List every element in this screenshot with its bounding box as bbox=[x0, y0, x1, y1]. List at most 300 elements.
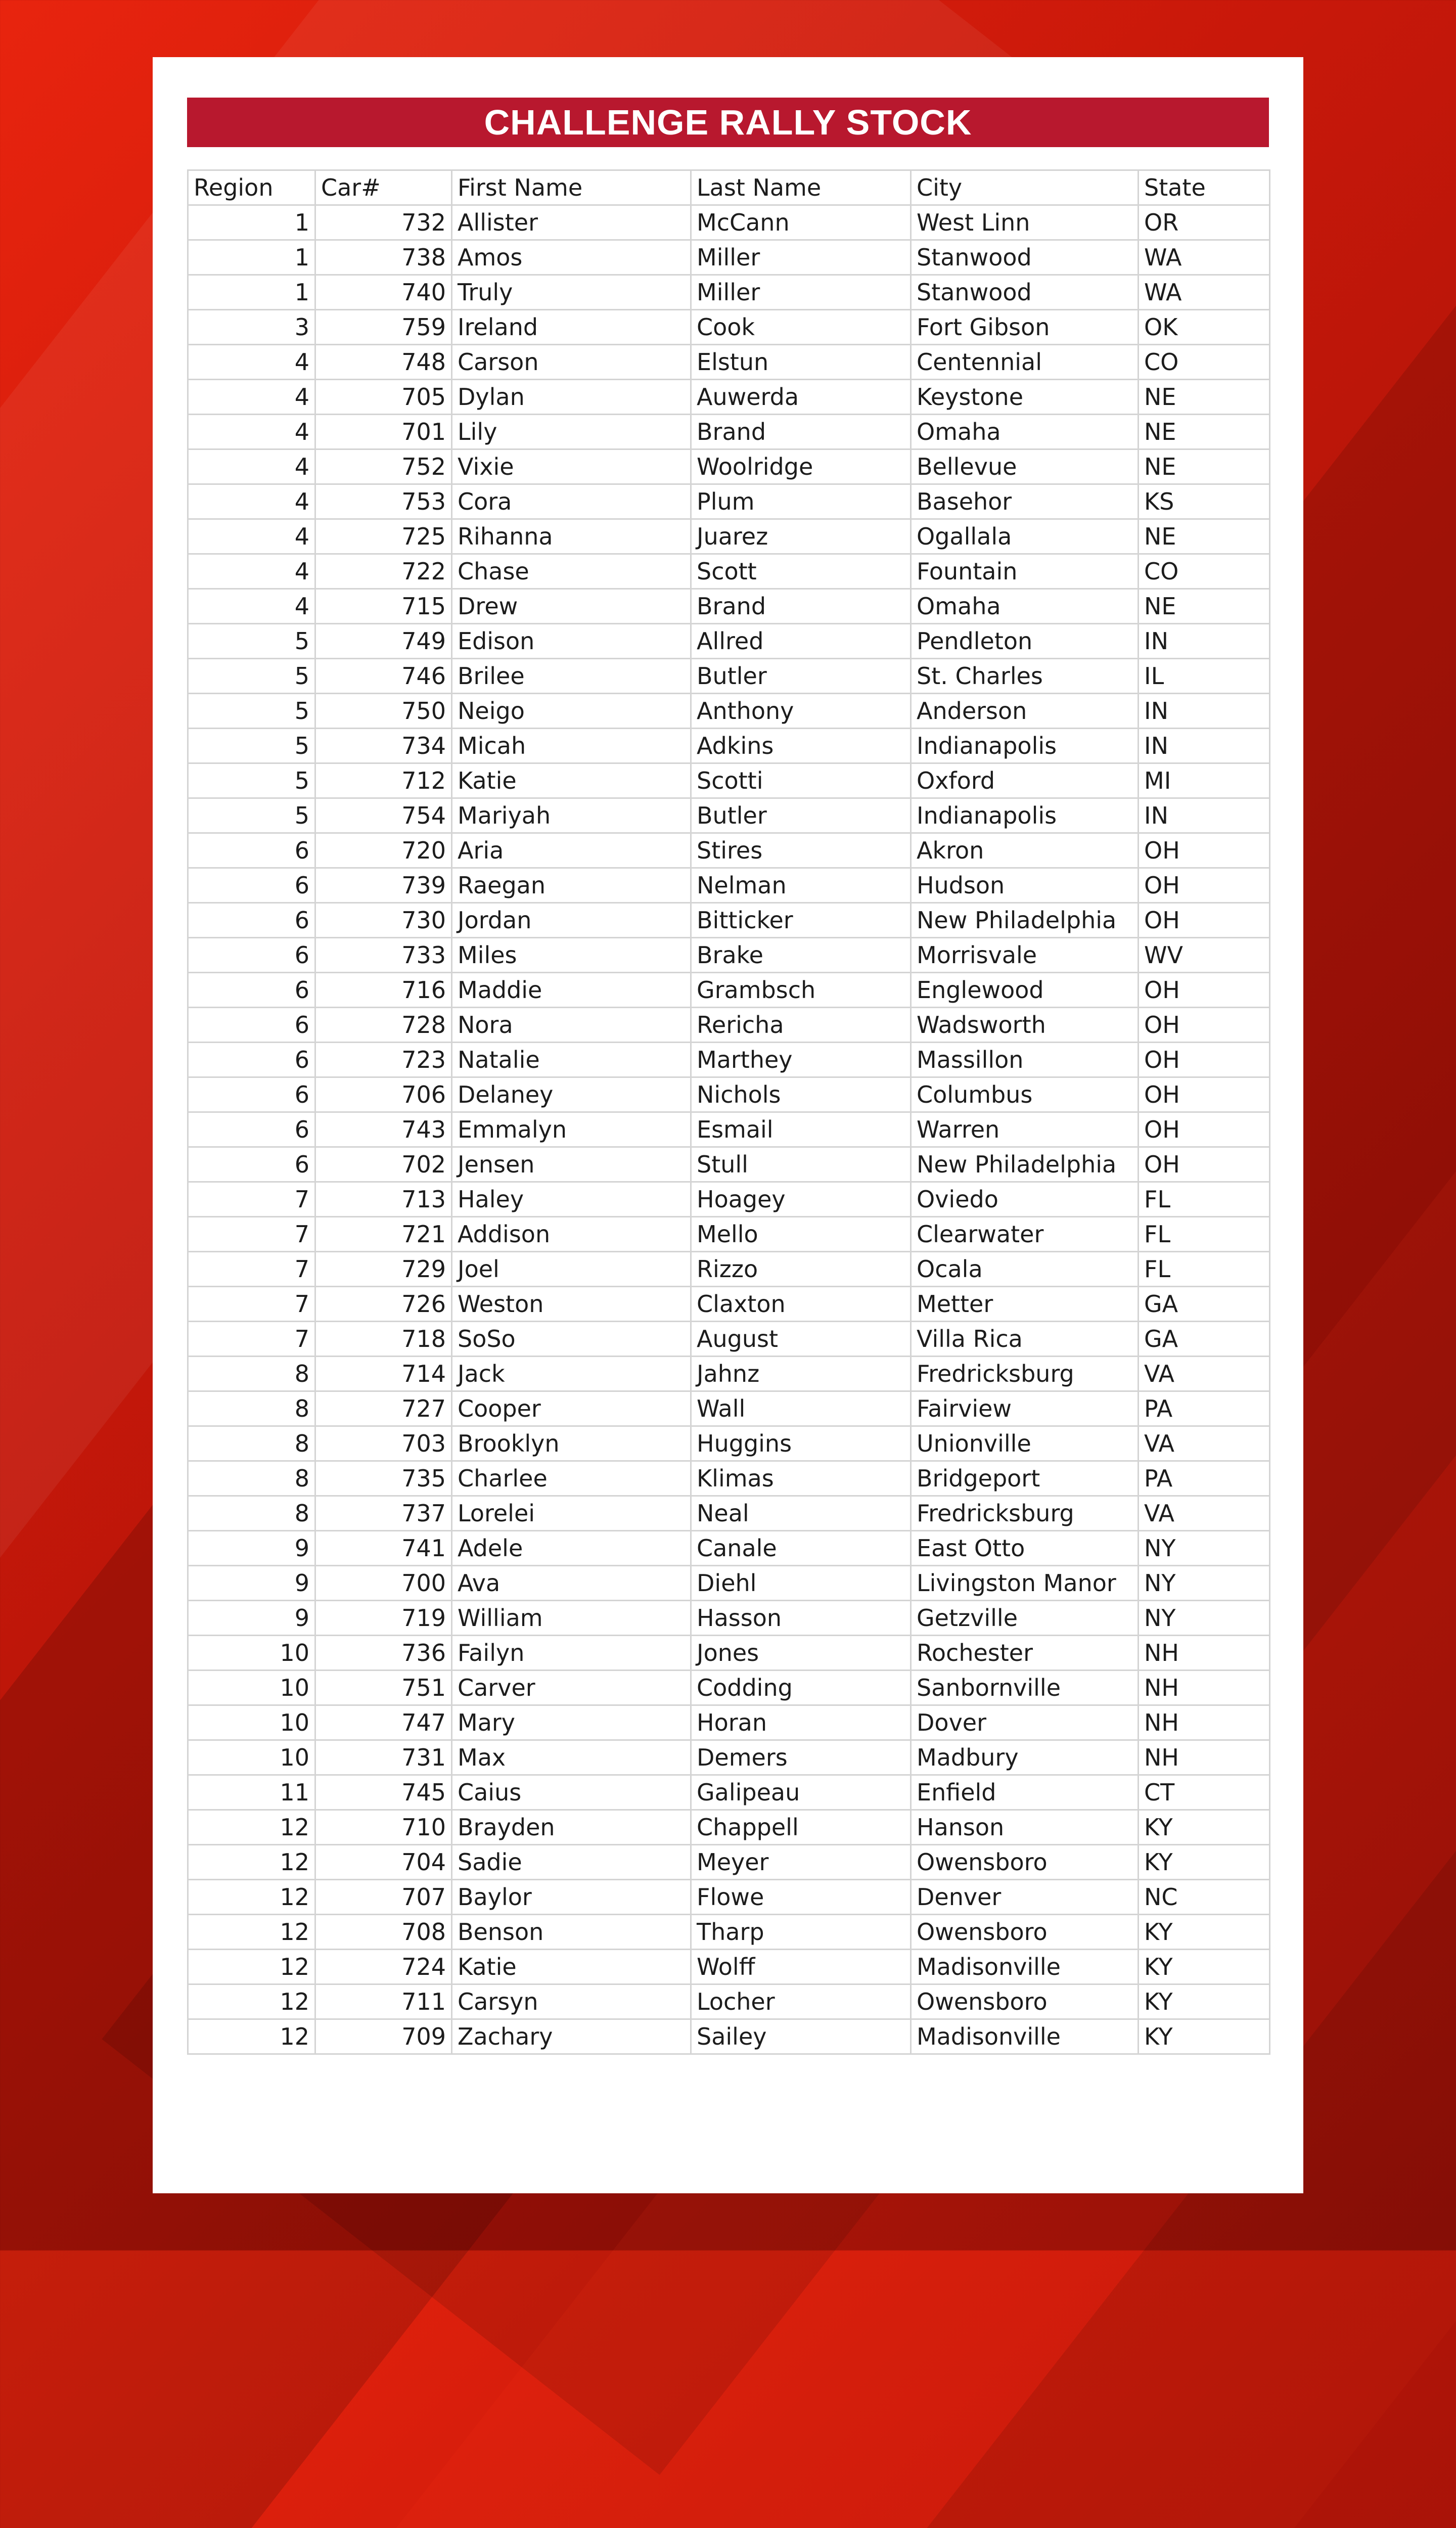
cell-region: 12 bbox=[188, 1845, 315, 1880]
cell-region: 7 bbox=[188, 1252, 315, 1287]
cell-city: Enfield bbox=[911, 1775, 1139, 1810]
cell-car-number: 739 bbox=[315, 868, 452, 903]
cell-last-name: Hasson bbox=[691, 1601, 911, 1636]
cell-car-number: 750 bbox=[315, 694, 452, 729]
title-banner bbox=[187, 98, 1269, 147]
cell-region: 10 bbox=[188, 1671, 315, 1705]
table-row bbox=[188, 833, 1270, 868]
cell-city: East Otto bbox=[911, 1531, 1139, 1566]
cell-region: 4 bbox=[188, 449, 315, 484]
cell-first-name: Adele bbox=[452, 1531, 691, 1566]
cell-state: VA bbox=[1139, 1357, 1270, 1391]
cell-state: NC bbox=[1139, 1880, 1270, 1915]
cell-region: 5 bbox=[188, 659, 315, 694]
cell-car-number: 734 bbox=[315, 729, 452, 763]
table-row bbox=[188, 763, 1270, 798]
document-sheet bbox=[153, 57, 1303, 2193]
cell-last-name: Rizzo bbox=[691, 1252, 911, 1287]
cell-city: New Philadelphia bbox=[911, 903, 1139, 938]
cell-region: 12 bbox=[188, 2019, 315, 2054]
cell-city: Villa Rica bbox=[911, 1322, 1139, 1357]
cell-city: Bellevue bbox=[911, 449, 1139, 484]
cell-region: 7 bbox=[188, 1182, 315, 1217]
cell-last-name: Grambsch bbox=[691, 973, 911, 1008]
table-row bbox=[188, 1182, 1270, 1217]
cell-region: 1 bbox=[188, 205, 315, 240]
cell-car-number: 741 bbox=[315, 1531, 452, 1566]
table-row bbox=[188, 1950, 1270, 1984]
cell-first-name: SoSo bbox=[452, 1322, 691, 1357]
table-row bbox=[188, 1112, 1270, 1147]
cell-state: OH bbox=[1139, 1077, 1270, 1112]
cell-first-name: Nora bbox=[452, 1008, 691, 1043]
cell-state: KY bbox=[1139, 1950, 1270, 1984]
cell-state: NY bbox=[1139, 1531, 1270, 1566]
cell-first-name: Truly bbox=[452, 275, 691, 310]
cell-first-name: Zachary bbox=[452, 2019, 691, 2054]
cell-region: 4 bbox=[188, 345, 315, 380]
cell-first-name: Delaney bbox=[452, 1077, 691, 1112]
cell-last-name: Diehl bbox=[691, 1566, 911, 1601]
cell-city: Akron bbox=[911, 833, 1139, 868]
cell-region: 12 bbox=[188, 1984, 315, 2019]
cell-state: IN bbox=[1139, 694, 1270, 729]
cell-car-number: 705 bbox=[315, 380, 452, 415]
cell-city: Omaha bbox=[911, 589, 1139, 624]
cell-state: KY bbox=[1139, 1915, 1270, 1950]
cell-region: 6 bbox=[188, 938, 315, 973]
cell-region: 5 bbox=[188, 694, 315, 729]
cell-last-name: Miller bbox=[691, 275, 911, 310]
cell-city: Stanwood bbox=[911, 240, 1139, 275]
cell-last-name: Canale bbox=[691, 1531, 911, 1566]
cell-car-number: 721 bbox=[315, 1217, 452, 1252]
cell-first-name: Caius bbox=[452, 1775, 691, 1810]
cell-city: Fairview bbox=[911, 1391, 1139, 1426]
cell-first-name: Aria bbox=[452, 833, 691, 868]
table-row bbox=[188, 1008, 1270, 1043]
cell-state: NE bbox=[1139, 380, 1270, 415]
cell-last-name: Scotti bbox=[691, 763, 911, 798]
cell-city: Madisonville bbox=[911, 1950, 1139, 1984]
cell-last-name: Juarez bbox=[691, 519, 911, 554]
cell-state: OH bbox=[1139, 1147, 1270, 1182]
cell-city: Basehor bbox=[911, 484, 1139, 519]
cell-region: 4 bbox=[188, 415, 315, 449]
cell-city: Bridgeport bbox=[911, 1461, 1139, 1496]
cell-city: Owensboro bbox=[911, 1845, 1139, 1880]
table-row bbox=[188, 380, 1270, 415]
cell-first-name: Micah bbox=[452, 729, 691, 763]
table-row bbox=[188, 1601, 1270, 1636]
cell-first-name: Max bbox=[452, 1740, 691, 1775]
cell-car-number: 701 bbox=[315, 415, 452, 449]
cell-first-name: Emmalyn bbox=[452, 1112, 691, 1147]
cell-state: OK bbox=[1139, 310, 1270, 345]
cell-region: 6 bbox=[188, 1008, 315, 1043]
cell-car-number: 723 bbox=[315, 1043, 452, 1077]
table-row bbox=[188, 554, 1270, 589]
cell-first-name: Baylor bbox=[452, 1880, 691, 1915]
cell-car-number: 710 bbox=[315, 1810, 452, 1845]
cell-car-number: 738 bbox=[315, 240, 452, 275]
cell-car-number: 753 bbox=[315, 484, 452, 519]
cell-city: St. Charles bbox=[911, 659, 1139, 694]
cell-state: GA bbox=[1139, 1287, 1270, 1322]
table-row bbox=[188, 310, 1270, 345]
cell-last-name: Wolff bbox=[691, 1950, 911, 1984]
cell-car-number: 759 bbox=[315, 310, 452, 345]
cell-first-name: Katie bbox=[452, 1950, 691, 1984]
cell-car-number: 724 bbox=[315, 1950, 452, 1984]
cell-last-name: McCann bbox=[691, 205, 911, 240]
cell-region: 12 bbox=[188, 1915, 315, 1950]
cell-region: 12 bbox=[188, 1950, 315, 1984]
cell-car-number: 706 bbox=[315, 1077, 452, 1112]
table-row bbox=[188, 1147, 1270, 1182]
cell-car-number: 725 bbox=[315, 519, 452, 554]
table-row bbox=[188, 1810, 1270, 1845]
cell-last-name: Jones bbox=[691, 1636, 911, 1671]
cell-region: 6 bbox=[188, 903, 315, 938]
cell-last-name: Woolridge bbox=[691, 449, 911, 484]
cell-car-number: 745 bbox=[315, 1775, 452, 1810]
cell-car-number: 732 bbox=[315, 205, 452, 240]
table-row bbox=[188, 1566, 1270, 1601]
cell-first-name: Raegan bbox=[452, 868, 691, 903]
cell-car-number: 727 bbox=[315, 1391, 452, 1426]
cell-car-number: 736 bbox=[315, 1636, 452, 1671]
cell-city: Pendleton bbox=[911, 624, 1139, 659]
table-row bbox=[188, 1915, 1270, 1950]
table-header-row bbox=[188, 170, 1270, 205]
cell-car-number: 715 bbox=[315, 589, 452, 624]
cell-first-name: William bbox=[452, 1601, 691, 1636]
cell-region: 3 bbox=[188, 310, 315, 345]
cell-first-name: Brilee bbox=[452, 659, 691, 694]
cell-last-name: Hoagey bbox=[691, 1182, 911, 1217]
cell-first-name: Lily bbox=[452, 415, 691, 449]
cell-car-number: 714 bbox=[315, 1357, 452, 1391]
cell-region: 10 bbox=[188, 1636, 315, 1671]
cell-state: OH bbox=[1139, 1008, 1270, 1043]
cell-city: Getzville bbox=[911, 1601, 1139, 1636]
cell-first-name: Miles bbox=[452, 938, 691, 973]
cell-first-name: Ireland bbox=[452, 310, 691, 345]
cell-state: KY bbox=[1139, 1845, 1270, 1880]
cell-state: NE bbox=[1139, 415, 1270, 449]
cell-region: 6 bbox=[188, 973, 315, 1008]
cell-state: IN bbox=[1139, 729, 1270, 763]
cell-car-number: 735 bbox=[315, 1461, 452, 1496]
cell-car-number: 751 bbox=[315, 1671, 452, 1705]
cell-first-name: Drew bbox=[452, 589, 691, 624]
cell-first-name: Cora bbox=[452, 484, 691, 519]
table-row bbox=[188, 1880, 1270, 1915]
table-row bbox=[188, 1845, 1270, 1880]
cell-car-number: 703 bbox=[315, 1426, 452, 1461]
cell-car-number: 733 bbox=[315, 938, 452, 973]
table-row bbox=[188, 1426, 1270, 1461]
cell-last-name: Wall bbox=[691, 1391, 911, 1426]
cell-last-name: Flowe bbox=[691, 1880, 911, 1915]
cell-city: Madisonville bbox=[911, 2019, 1139, 2054]
cell-car-number: 719 bbox=[315, 1601, 452, 1636]
cell-first-name: Brayden bbox=[452, 1810, 691, 1845]
cell-last-name: Esmail bbox=[691, 1112, 911, 1147]
cell-car-number: 747 bbox=[315, 1705, 452, 1740]
cell-state: FL bbox=[1139, 1252, 1270, 1287]
cell-last-name: Galipeau bbox=[691, 1775, 911, 1810]
cell-first-name: Mariyah bbox=[452, 798, 691, 833]
cell-region: 12 bbox=[188, 1810, 315, 1845]
cell-car-number: 728 bbox=[315, 1008, 452, 1043]
cell-city: Stanwood bbox=[911, 275, 1139, 310]
cell-state: IN bbox=[1139, 624, 1270, 659]
cell-last-name: Anthony bbox=[691, 694, 911, 729]
cell-city: Keystone bbox=[911, 380, 1139, 415]
table-row bbox=[188, 1217, 1270, 1252]
table-row bbox=[188, 903, 1270, 938]
cell-state: GA bbox=[1139, 1322, 1270, 1357]
cell-region: 8 bbox=[188, 1391, 315, 1426]
table-row bbox=[188, 798, 1270, 833]
cell-city: Sanbornville bbox=[911, 1671, 1139, 1705]
cell-city: Indianapolis bbox=[911, 798, 1139, 833]
cell-last-name: Adkins bbox=[691, 729, 911, 763]
cell-last-name: Brand bbox=[691, 415, 911, 449]
cell-state: NH bbox=[1139, 1705, 1270, 1740]
cell-state: NY bbox=[1139, 1566, 1270, 1601]
cell-region: 1 bbox=[188, 240, 315, 275]
cell-city: Oviedo bbox=[911, 1182, 1139, 1217]
cell-last-name: Allred bbox=[691, 624, 911, 659]
table-row bbox=[188, 1461, 1270, 1496]
table-row bbox=[188, 1043, 1270, 1077]
cell-car-number: 716 bbox=[315, 973, 452, 1008]
cell-region: 9 bbox=[188, 1601, 315, 1636]
cell-last-name: Brand bbox=[691, 589, 911, 624]
cell-city: New Philadelphia bbox=[911, 1147, 1139, 1182]
table-row bbox=[188, 1077, 1270, 1112]
cell-region: 6 bbox=[188, 1112, 315, 1147]
cell-state: KY bbox=[1139, 1984, 1270, 2019]
cell-car-number: 729 bbox=[315, 1252, 452, 1287]
cell-first-name: Carson bbox=[452, 345, 691, 380]
cell-last-name: Cook bbox=[691, 310, 911, 345]
roster-table-body bbox=[188, 170, 1270, 2054]
cell-first-name: Benson bbox=[452, 1915, 691, 1950]
cell-region: 6 bbox=[188, 833, 315, 868]
cell-car-number: 702 bbox=[315, 1147, 452, 1182]
cell-region: 4 bbox=[188, 380, 315, 415]
cell-last-name: Elstun bbox=[691, 345, 911, 380]
table-row bbox=[188, 484, 1270, 519]
table-row bbox=[188, 729, 1270, 763]
cell-car-number: 708 bbox=[315, 1915, 452, 1950]
table-row bbox=[188, 205, 1270, 240]
table-row bbox=[188, 275, 1270, 310]
cell-city: Indianapolis bbox=[911, 729, 1139, 763]
cell-region: 5 bbox=[188, 729, 315, 763]
table-row bbox=[188, 1252, 1270, 1287]
cell-state: NE bbox=[1139, 589, 1270, 624]
table-row bbox=[188, 659, 1270, 694]
cell-last-name: Chappell bbox=[691, 1810, 911, 1845]
cell-region: 6 bbox=[188, 1147, 315, 1182]
cell-region: 10 bbox=[188, 1705, 315, 1740]
cell-state: PA bbox=[1139, 1461, 1270, 1496]
cell-region: 9 bbox=[188, 1566, 315, 1601]
cell-state: WV bbox=[1139, 938, 1270, 973]
cell-first-name: Maddie bbox=[452, 973, 691, 1008]
cell-city: West Linn bbox=[911, 205, 1139, 240]
cell-region: 11 bbox=[188, 1775, 315, 1810]
table-row bbox=[188, 2019, 1270, 2054]
column-header-state: State bbox=[1139, 170, 1270, 205]
cell-car-number: 713 bbox=[315, 1182, 452, 1217]
table-row bbox=[188, 1391, 1270, 1426]
cell-region: 7 bbox=[188, 1217, 315, 1252]
cell-first-name: Rihanna bbox=[452, 519, 691, 554]
cell-state: MI bbox=[1139, 763, 1270, 798]
cell-first-name: Neigo bbox=[452, 694, 691, 729]
cell-car-number: 754 bbox=[315, 798, 452, 833]
cell-last-name: Butler bbox=[691, 798, 911, 833]
cell-region: 5 bbox=[188, 798, 315, 833]
cell-city: Fountain bbox=[911, 554, 1139, 589]
cell-car-number: 720 bbox=[315, 833, 452, 868]
cell-first-name: Chase bbox=[452, 554, 691, 589]
cell-city: Oxford bbox=[911, 763, 1139, 798]
cell-state: CO bbox=[1139, 345, 1270, 380]
cell-first-name: Jordan bbox=[452, 903, 691, 938]
roster-table bbox=[187, 169, 1270, 2055]
cell-city: Denver bbox=[911, 1880, 1139, 1915]
cell-region: 8 bbox=[188, 1357, 315, 1391]
cell-city: Hudson bbox=[911, 868, 1139, 903]
cell-region: 4 bbox=[188, 484, 315, 519]
cell-state: KS bbox=[1139, 484, 1270, 519]
cell-region: 7 bbox=[188, 1322, 315, 1357]
cell-city: Centennial bbox=[911, 345, 1139, 380]
page-title: CHALLENGE RALLY STOCK bbox=[484, 103, 972, 142]
cell-first-name: Amos bbox=[452, 240, 691, 275]
cell-city: Owensboro bbox=[911, 1915, 1139, 1950]
table-row bbox=[188, 1671, 1270, 1705]
cell-car-number: 704 bbox=[315, 1845, 452, 1880]
cell-car-number: 740 bbox=[315, 275, 452, 310]
cell-last-name: Marthey bbox=[691, 1043, 911, 1077]
cell-first-name: Charlee bbox=[452, 1461, 691, 1496]
table-row bbox=[188, 345, 1270, 380]
cell-last-name: Stires bbox=[691, 833, 911, 868]
cell-last-name: Scott bbox=[691, 554, 911, 589]
cell-first-name: Mary bbox=[452, 1705, 691, 1740]
cell-first-name: Carsyn bbox=[452, 1984, 691, 2019]
cell-first-name: Brooklyn bbox=[452, 1426, 691, 1461]
cell-city: Omaha bbox=[911, 415, 1139, 449]
cell-city: Ocala bbox=[911, 1252, 1139, 1287]
cell-first-name: Vixie bbox=[452, 449, 691, 484]
cell-last-name: Locher bbox=[691, 1984, 911, 2019]
cell-first-name: Joel bbox=[452, 1252, 691, 1287]
cell-state: CO bbox=[1139, 554, 1270, 589]
table-row bbox=[188, 1496, 1270, 1531]
cell-city: Fredricksburg bbox=[911, 1357, 1139, 1391]
cell-last-name: Plum bbox=[691, 484, 911, 519]
cell-city: Anderson bbox=[911, 694, 1139, 729]
cell-city: Columbus bbox=[911, 1077, 1139, 1112]
cell-state: KY bbox=[1139, 2019, 1270, 2054]
cell-first-name: Failyn bbox=[452, 1636, 691, 1671]
cell-last-name: Stull bbox=[691, 1147, 911, 1182]
cell-car-number: 726 bbox=[315, 1287, 452, 1322]
cell-first-name: Haley bbox=[452, 1182, 691, 1217]
column-header-last-name: Last Name bbox=[691, 170, 911, 205]
cell-city: Fredricksburg bbox=[911, 1496, 1139, 1531]
cell-region: 5 bbox=[188, 624, 315, 659]
cell-city: Ogallala bbox=[911, 519, 1139, 554]
column-header-region: Region bbox=[188, 170, 315, 205]
cell-last-name: Neal bbox=[691, 1496, 911, 1531]
table-row bbox=[188, 973, 1270, 1008]
cell-first-name: Katie bbox=[452, 763, 691, 798]
cell-first-name: Carver bbox=[452, 1671, 691, 1705]
cell-region: 6 bbox=[188, 868, 315, 903]
cell-last-name: Auwerda bbox=[691, 380, 911, 415]
cell-last-name: Nichols bbox=[691, 1077, 911, 1112]
table-row bbox=[188, 240, 1270, 275]
cell-region: 8 bbox=[188, 1496, 315, 1531]
cell-state: NH bbox=[1139, 1636, 1270, 1671]
cell-first-name: Jensen bbox=[452, 1147, 691, 1182]
cell-region: 9 bbox=[188, 1531, 315, 1566]
cell-region: 1 bbox=[188, 275, 315, 310]
cell-state: VA bbox=[1139, 1426, 1270, 1461]
table-row bbox=[188, 1531, 1270, 1566]
table-row bbox=[188, 1287, 1270, 1322]
cell-state: NY bbox=[1139, 1601, 1270, 1636]
cell-state: NE bbox=[1139, 449, 1270, 484]
cell-car-number: 730 bbox=[315, 903, 452, 938]
cell-city: Metter bbox=[911, 1287, 1139, 1322]
cell-region: 8 bbox=[188, 1426, 315, 1461]
cell-car-number: 737 bbox=[315, 1496, 452, 1531]
cell-car-number: 731 bbox=[315, 1740, 452, 1775]
cell-first-name: Cooper bbox=[452, 1391, 691, 1426]
cell-first-name: Allister bbox=[452, 205, 691, 240]
table-row bbox=[188, 694, 1270, 729]
cell-last-name: Jahnz bbox=[691, 1357, 911, 1391]
table-row bbox=[188, 868, 1270, 903]
column-header-car-number: Car# bbox=[315, 170, 452, 205]
table-row bbox=[188, 1984, 1270, 2019]
table-row bbox=[188, 589, 1270, 624]
cell-city: Rochester bbox=[911, 1636, 1139, 1671]
cell-state: FL bbox=[1139, 1217, 1270, 1252]
cell-city: Englewood bbox=[911, 973, 1139, 1008]
cell-state: NH bbox=[1139, 1740, 1270, 1775]
cell-first-name: Jack bbox=[452, 1357, 691, 1391]
cell-state: WA bbox=[1139, 240, 1270, 275]
cell-last-name: Mello bbox=[691, 1217, 911, 1252]
cell-state: OH bbox=[1139, 1043, 1270, 1077]
cell-city: Clearwater bbox=[911, 1217, 1139, 1252]
cell-region: 6 bbox=[188, 1043, 315, 1077]
cell-city: Wadsworth bbox=[911, 1008, 1139, 1043]
cell-region: 10 bbox=[188, 1740, 315, 1775]
